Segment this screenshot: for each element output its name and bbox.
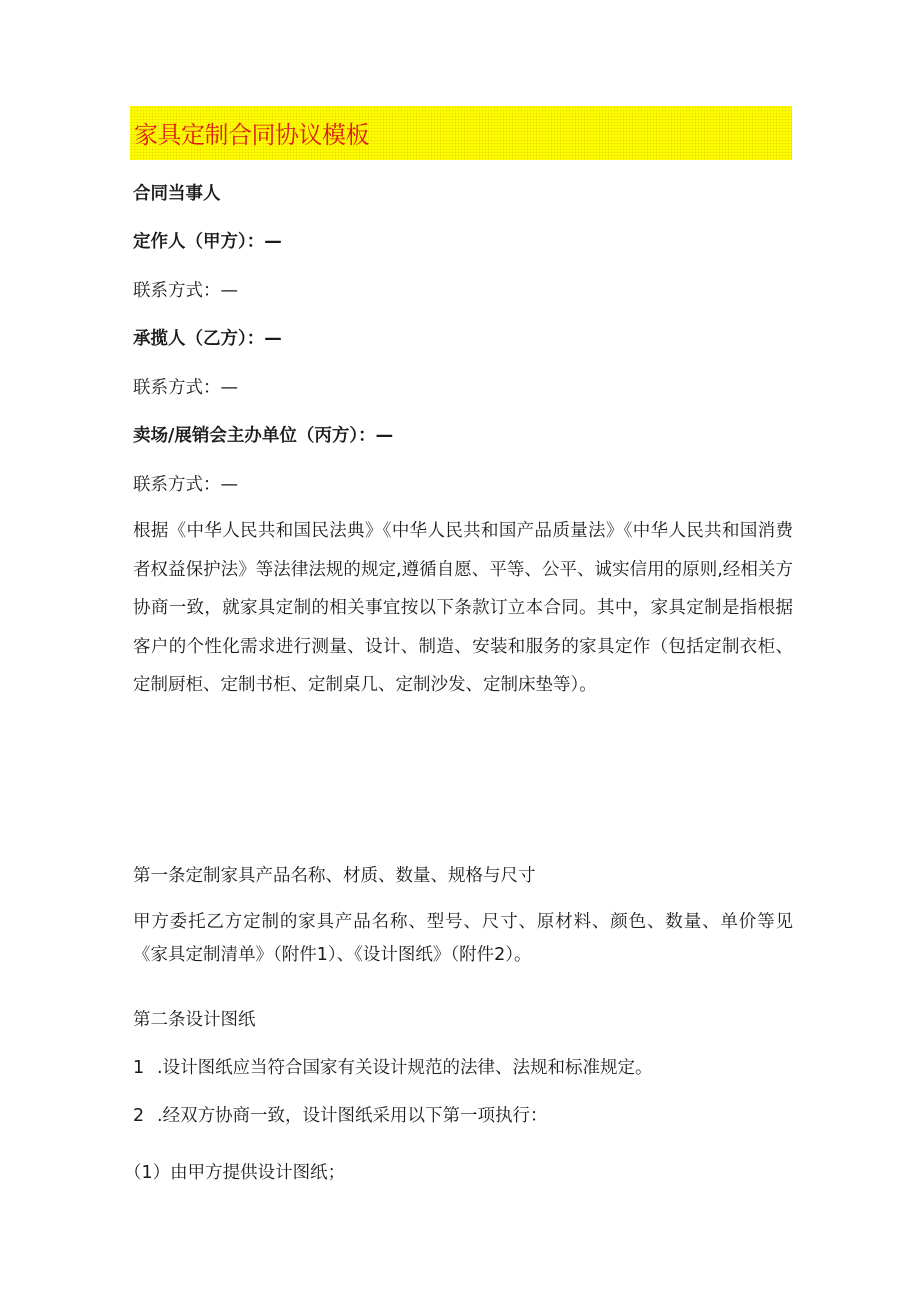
party-b-contact: 联系方式：—: [133, 378, 238, 398]
document-title: 家具定制合同协议模板: [134, 121, 369, 149]
party-c-contact: 联系方式：—: [133, 475, 238, 495]
party-b-line: 承揽人（乙方）：—: [133, 329, 282, 349]
item-1-text: .设计图纸应当符合国家有关设计规范的法律、法规和标准规定。: [157, 1058, 653, 1078]
party-c-line: 卖场/展销会主办单位（丙方）：—: [133, 426, 394, 446]
parties-heading: 合同当事人: [133, 184, 221, 204]
title-highlight: [130, 106, 792, 160]
article2-sub-item-1: （1）由甲方提供设计图纸；: [124, 1163, 346, 1183]
item-1-number: 1: [133, 1058, 145, 1078]
party-a-contact: 联系方式：—: [133, 281, 238, 301]
article1-heading: 第一条定制家具产品名称、材质、数量、规格与尺寸: [133, 866, 536, 886]
article1-body: 甲方委托乙方定制的家具产品名称、型号、尺寸、原材料、颜色、数量、单价等见《家具定制清单》（附件1）、《设计图纸》（附件2）。: [133, 912, 793, 965]
article2-item-1: [133, 1056, 653, 1080]
article2-item-2: [133, 1104, 548, 1128]
intro-paragraph: 根据《中华人民共和国民法典》《中华人民共和国产品质量法》《中华人民共和国消费者权益保护法》等法律法规的规定,遵循自愿、平等、公平、诚实信用的原则,经相关方协商一致，就家具定制的相关事宜按以下条款订立本合同。其中，家具定制是指根据客户的个性化需求进行测量、设计、制造、安装和服务的家具定作（包括定制衣柜、定制厨柜、定制书柜、定制桌几、定制沙发、定制床垫等）。: [133, 521, 793, 695]
item-2-text: .经双方协商一致，设计图纸采用以下第一项执行：: [157, 1106, 548, 1126]
item-2-number: 2: [133, 1106, 145, 1126]
party-a-line: 定作人（甲方）：—: [133, 232, 282, 252]
article2-heading: 第二条设计图纸: [133, 1010, 256, 1030]
